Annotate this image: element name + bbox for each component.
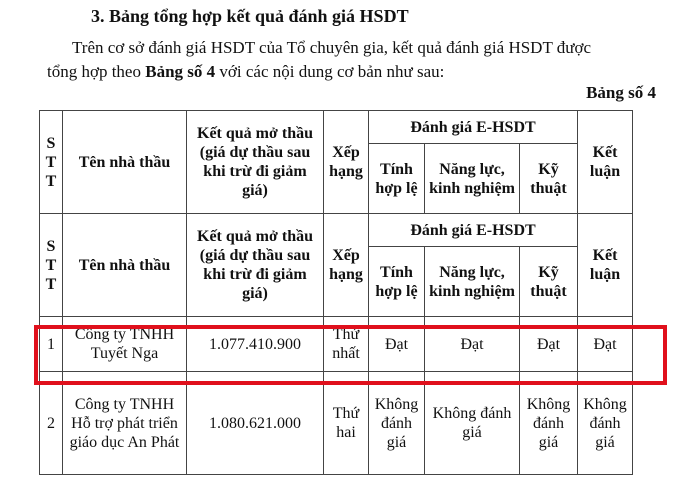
cell-capacity: Đạt: [425, 317, 520, 372]
header-conclusion: Kết luận: [578, 111, 633, 214]
header-technical: Kỹ thuật: [520, 144, 578, 214]
header-conclusion: Kết luận: [578, 214, 633, 317]
table-row: [40, 372, 633, 475]
cell-stt: 2: [40, 372, 63, 475]
table-reference: Bảng số 4: [145, 62, 216, 81]
cell-technical: Đạt: [520, 317, 578, 372]
header-rank: Xếp hạng: [324, 111, 369, 214]
section-heading: 3. Bảng tổng hợp kết quả đánh giá HSDT: [91, 6, 409, 26]
header-row-top-duplicate: [40, 214, 633, 247]
cell-rank: Thứ hai: [324, 372, 369, 475]
header-evaluation-group: Đánh giá E-HSDT: [369, 214, 578, 247]
header-rank: Xếp hạng: [324, 214, 369, 317]
intro-suffix: với các nội dung cơ bản như sau:: [215, 62, 445, 81]
cell-validity: Không đánh giá: [369, 372, 425, 475]
cell-bid-price: 1.080.621.000: [187, 372, 324, 475]
table-row: [40, 317, 633, 372]
header-bid-price: Kết quả mở thầu (giá dự thầu sau khi trừ đi giảm giá): [187, 111, 324, 214]
header-capacity: Năng lực, kinh nghiệm: [425, 247, 520, 317]
header-contractor-name: Tên nhà thầu: [63, 111, 187, 214]
header-stt: S T T: [40, 214, 63, 317]
intro-paragraph-line-2: [47, 62, 444, 82]
header-row-top: [40, 111, 633, 144]
header-capacity: Năng lực, kinh nghiệm: [425, 144, 520, 214]
cell-contractor-name: Công ty TNHH Hỗ trợ phát triển giáo dục An Phát: [63, 372, 187, 475]
header-technical: Kỹ thuật: [520, 247, 578, 317]
intro-prefix: tổng hợp theo: [47, 62, 146, 81]
cell-conclusion: Đạt: [578, 317, 633, 372]
cell-capacity: Không đánh giá: [425, 372, 520, 475]
cell-contractor-name: Công ty TNHH Tuyết Nga: [63, 317, 187, 372]
header-stt: S T T: [40, 111, 63, 214]
cell-technical: Không đánh giá: [520, 372, 578, 475]
intro-paragraph-line-1: Trên cơ sở đánh giá HSDT của Tổ chuyên gia, kết quả đánh giá HSDT được: [72, 38, 592, 57]
results-table: [39, 110, 633, 475]
cell-bid-price: 1.077.410.900: [187, 317, 324, 372]
cell-stt: 1: [40, 317, 63, 372]
header-validity: Tính hợp lệ: [369, 247, 425, 317]
table-caption: Bảng số 4: [586, 83, 656, 102]
header-evaluation-group: Đánh giá E-HSDT: [369, 111, 578, 144]
header-contractor-name: Tên nhà thầu: [63, 214, 187, 317]
header-bid-price: Kết quả mở thầu (giá dự thầu sau khi trừ đi giảm giá): [187, 214, 324, 317]
header-validity: Tính hợp lệ: [369, 144, 425, 214]
cell-conclusion: Không đánh giá: [578, 372, 633, 475]
cell-rank: Thứ nhất: [324, 317, 369, 372]
cell-validity: Đạt: [369, 317, 425, 372]
